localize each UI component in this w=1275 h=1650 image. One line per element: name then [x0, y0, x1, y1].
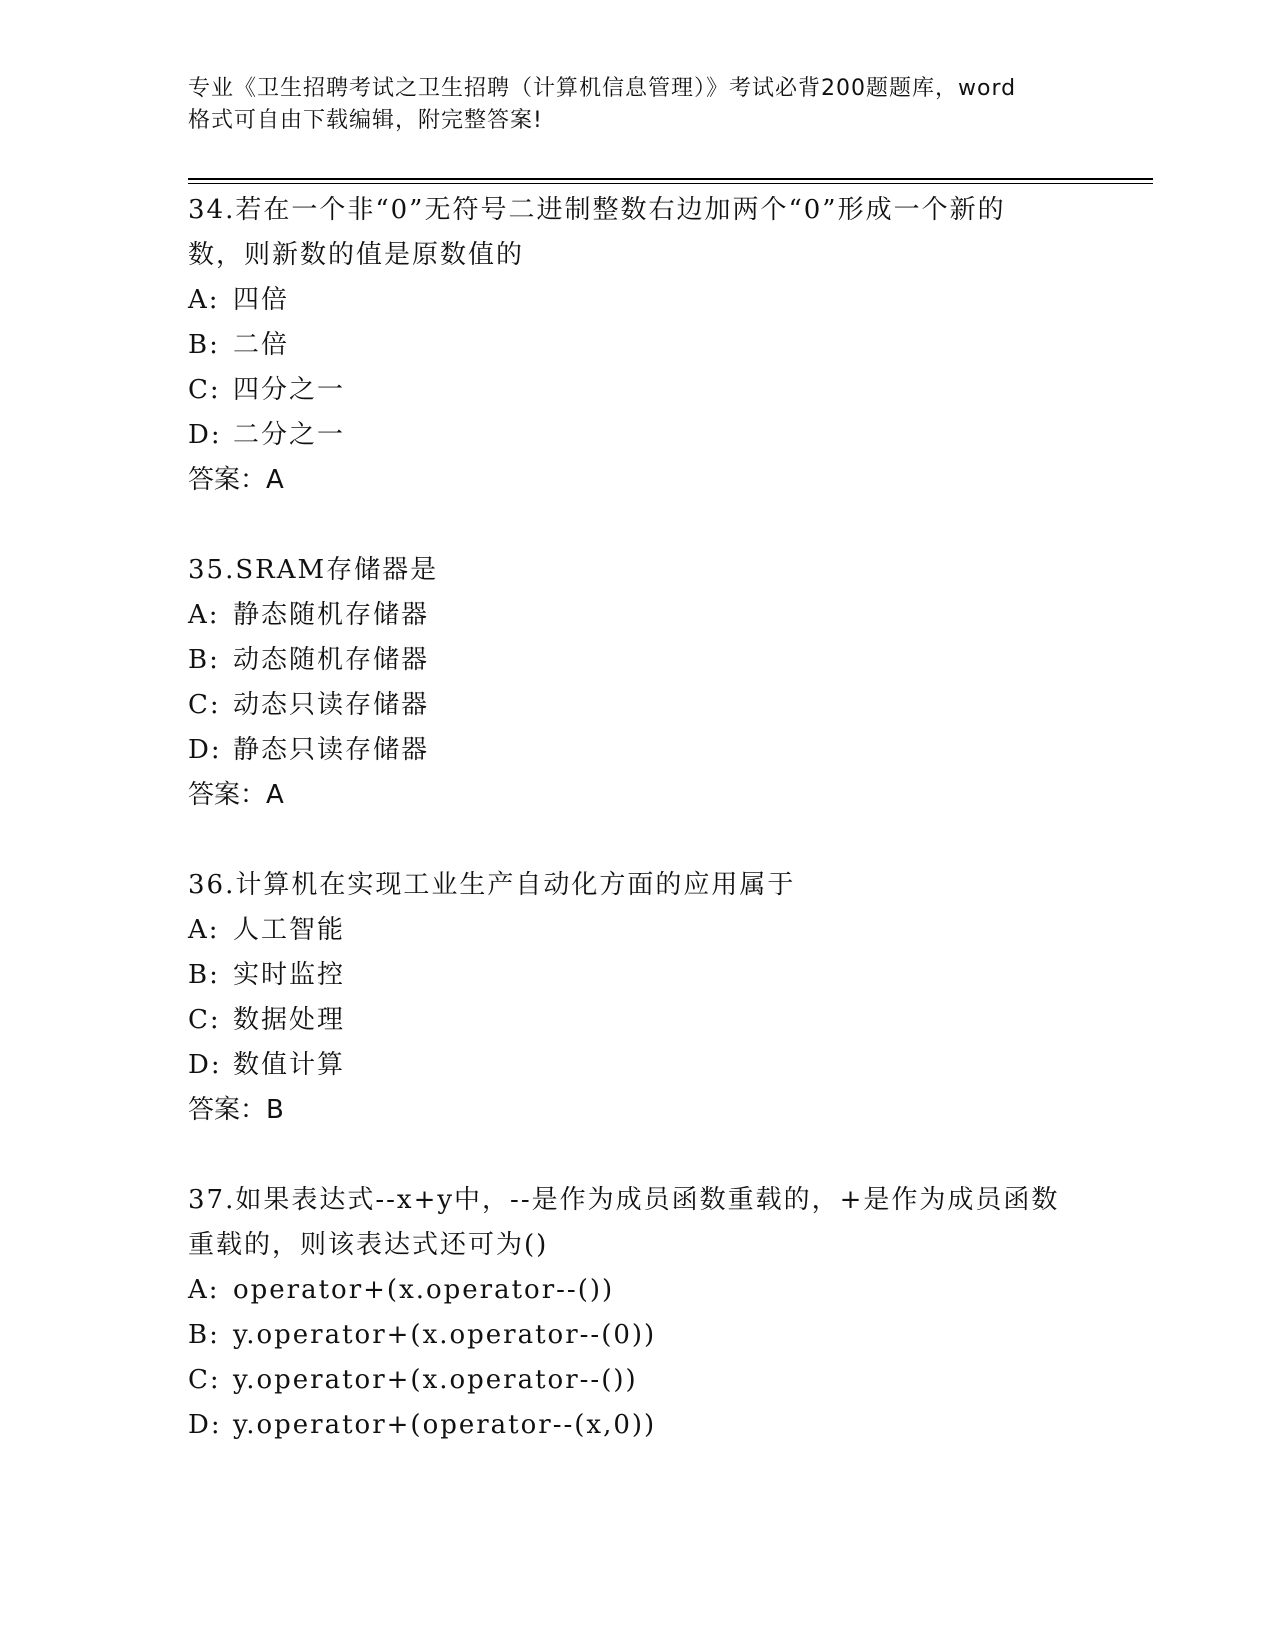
option-a — [188, 593, 1088, 638]
option-key: A: — [188, 600, 220, 630]
header-line-2: 格式可自由下载编辑，附完整答案! — [188, 108, 543, 133]
answer-line: 答案：A — [188, 780, 284, 810]
option-text: y.operator+(x.operator--(0)) — [233, 1320, 657, 1350]
question-34 — [188, 188, 1088, 503]
option-text: operator+(x.operator--()) — [233, 1275, 615, 1305]
option-text: 动态随机存储器 — [233, 645, 430, 675]
question-text-line: 34.若在一个非“0”无符号二进制整数右边加两个“0”形成一个新的 — [188, 195, 1006, 225]
option-key: A: — [188, 1275, 220, 1305]
option-text: 数据处理 — [233, 1005, 346, 1035]
option-text: y.operator+(x.operator--()) — [233, 1365, 638, 1395]
option-key: C: — [188, 375, 221, 405]
option-text: 静态只读存储器 — [233, 735, 430, 765]
option-text: 数值计算 — [233, 1050, 346, 1080]
option-text: 二分之一 — [233, 420, 346, 450]
option-b — [188, 638, 1088, 683]
option-key: A: — [188, 285, 220, 315]
option-key: D: — [188, 1050, 222, 1080]
question-text-line: 37.如果表达式--x+y中，--是作为成员函数重载的，+是作为成员函数 — [188, 1185, 1060, 1215]
option-key: D: — [188, 735, 222, 765]
question-text-line: 数，则新数的值是原数值的 — [188, 240, 525, 270]
option-text: 动态只读存储器 — [233, 690, 430, 720]
option-d — [188, 728, 1088, 773]
option-key: C: — [188, 1005, 221, 1035]
option-text: 人工智能 — [233, 915, 346, 945]
answer-line: 答案：B — [188, 1095, 284, 1125]
option-key: B: — [188, 1320, 220, 1350]
option-text: y.operator+(operator--(x,0)) — [233, 1410, 657, 1440]
option-d — [188, 1043, 1088, 1088]
option-key: B: — [188, 960, 220, 990]
option-key: D: — [188, 1410, 222, 1440]
option-c — [188, 368, 1088, 413]
option-b — [188, 1313, 1088, 1358]
option-c — [188, 683, 1088, 728]
option-d — [188, 413, 1088, 458]
question-text-line: 重载的，则该表达式还可为() — [188, 1230, 549, 1260]
question-text-line: 35.SRAM存储器是 — [188, 555, 439, 585]
question-37 — [188, 1178, 1088, 1448]
option-text: 实时监控 — [233, 960, 346, 990]
option-key: C: — [188, 1365, 221, 1395]
header-divider-thick — [188, 178, 1153, 180]
answer-line: 答案：A — [188, 465, 284, 495]
option-text: 四倍 — [233, 285, 290, 315]
option-c — [188, 998, 1088, 1043]
option-key: D: — [188, 420, 222, 450]
question-text-line: 36.计算机在实现工业生产自动化方面的应用属于 — [188, 870, 796, 900]
option-key: B: — [188, 645, 220, 675]
question-36 — [188, 863, 1088, 1133]
document-header — [188, 73, 1088, 137]
option-b — [188, 953, 1088, 998]
option-key: C: — [188, 690, 221, 720]
header-divider-thin — [188, 183, 1153, 184]
question-35 — [188, 548, 1088, 818]
option-c — [188, 1358, 1088, 1403]
option-key: A: — [188, 915, 220, 945]
header-line-1: 专业《卫生招聘考试之卫生招聘（计算机信息管理）》考试必背200题题库，word — [188, 76, 1017, 101]
option-a — [188, 1268, 1088, 1313]
option-text: 静态随机存储器 — [233, 600, 430, 630]
option-text: 四分之一 — [233, 375, 346, 405]
question-list — [188, 188, 1088, 1493]
option-key: B: — [188, 330, 220, 360]
option-b — [188, 323, 1088, 368]
option-text: 二倍 — [233, 330, 290, 360]
option-d — [188, 1403, 1088, 1448]
option-a — [188, 908, 1088, 953]
option-a — [188, 278, 1088, 323]
